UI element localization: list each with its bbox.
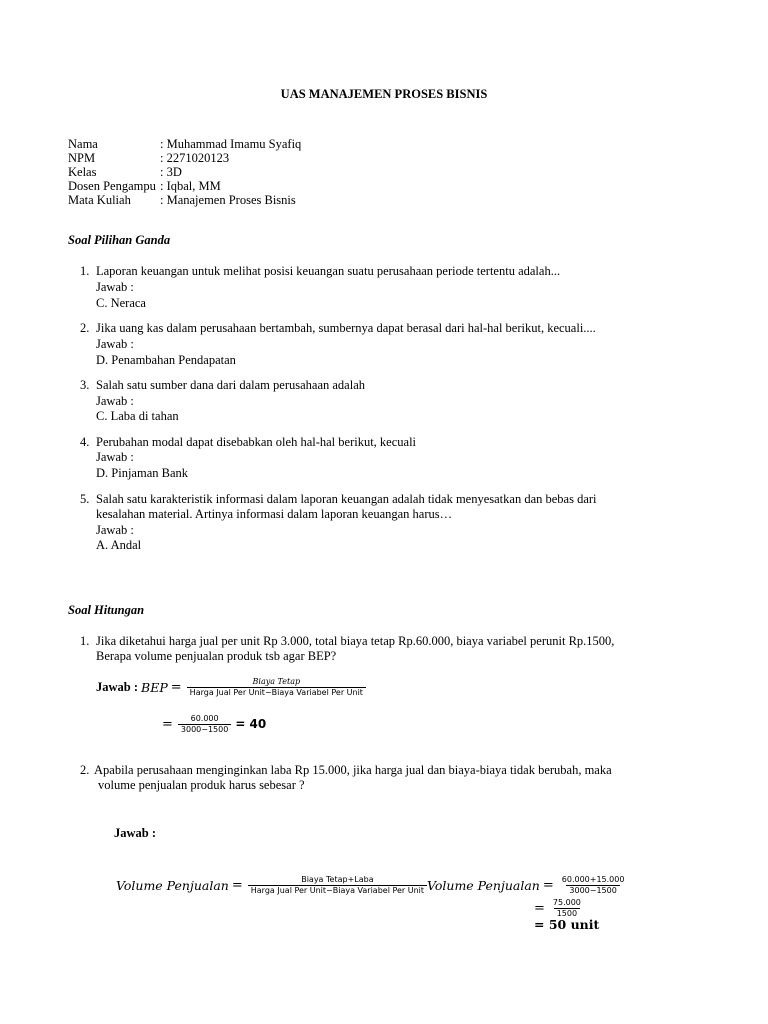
- fraction-denominator: 3000−1500: [178, 724, 231, 735]
- question-text: Perubahan modal dapat disebabkan oleh hal-hal berikut, kecuali: [96, 435, 417, 449]
- answer-label: Jawab :: [96, 523, 134, 537]
- page-title: UAS MANAJEMEN PROSES BISNIS: [280, 87, 488, 101]
- fraction-numerator: Biaya Tetap+Laba: [301, 874, 374, 884]
- answer-text: D. Penambahan Pendapatan: [96, 353, 236, 367]
- identity-value: : Muhammad Imamu Syafiq: [160, 137, 302, 151]
- question-text: Laporan keuangan untuk melihat posisi keuangan suatu perusahaan periode tertentu adalah...: [96, 264, 561, 278]
- question-number: 5.: [80, 492, 90, 506]
- equals-sign: =: [162, 716, 173, 732]
- fraction-denominator: Harga Jual Per Unit−Biaya Variabel Per Unit: [187, 687, 366, 698]
- answer-label: Jawab :: [96, 394, 134, 408]
- answer-text: C. Neraca: [96, 296, 146, 310]
- volume-calculation: [427, 872, 629, 898]
- identity-label: NPM: [68, 151, 96, 165]
- equals-sign: =: [231, 877, 243, 893]
- answer-label: Jawab :: [96, 337, 134, 351]
- identity-value: : Manajemen Proses Bisnis: [160, 193, 296, 207]
- equals-sign: =: [170, 679, 182, 695]
- question-number: 1.: [80, 634, 90, 648]
- identity-label: Nama: [68, 137, 98, 151]
- fraction-numerator: 60.000+15.000: [561, 874, 625, 884]
- answer-text: D. Pinjaman Bank: [96, 466, 189, 480]
- bep-fraction: [187, 677, 366, 698]
- mc-heading: Soal Pilihan Ganda: [68, 233, 171, 247]
- answer-text: C. Laba di tahan: [96, 409, 179, 423]
- answer-label: Jawab :: [96, 280, 134, 294]
- identity-value: : 2271020123: [160, 151, 230, 165]
- bep-calculation: [162, 711, 266, 737]
- fraction-numerator: 60.000: [190, 713, 219, 723]
- question-number: 2.: [80, 763, 90, 777]
- answer-label: Jawab :: [96, 679, 139, 694]
- bep-value-fraction: [178, 714, 231, 735]
- question-number: 2.: [80, 321, 90, 335]
- answer-label: Jawab :: [114, 826, 157, 840]
- volume-simplified-fraction: [550, 898, 584, 919]
- identity-label: Kelas: [68, 165, 97, 179]
- question-text: Jika diketahui harga jual per unit Rp 3.000, total biaya tetap Rp.60.000, biaya variabel perunit Rp.1500,: [96, 634, 615, 648]
- equals-sign: =: [542, 877, 554, 893]
- volume-symbol: Volume Penjualan: [116, 877, 229, 893]
- bep-symbol: BEP: [141, 679, 168, 695]
- fraction-denominator: 1500: [554, 908, 580, 919]
- fraction-numerator: 75.000: [552, 897, 581, 907]
- question-text: Salah satu karakteristik informasi dalam laporan keuangan adalah tidak menyesatkan dan bebas dari: [96, 492, 597, 506]
- question-text: Salah satu sumber dana dari dalam perusahaan adalah: [96, 378, 365, 392]
- question-number: 4.: [80, 435, 90, 449]
- identity-value: : 3D: [160, 165, 182, 179]
- volume-symbol: Volume Penjualan: [427, 877, 540, 893]
- bep-formula: [96, 674, 368, 700]
- fraction-numerator: Biaya Tetap: [252, 676, 301, 686]
- answer-text: A. Andal: [96, 538, 142, 552]
- question-text: Berapa volume penjualan produk tsb agar BEP?: [96, 649, 337, 663]
- volume-formula: [116, 872, 429, 898]
- answer-label: Jawab :: [96, 450, 134, 464]
- question-number: 3.: [80, 378, 90, 392]
- question-text: Jika uang kas dalam perusahaan bertambah, sumbernya dapat berasal dari hal-hal berikut, kecuali....: [96, 321, 596, 335]
- fraction-denominator: 3000−1500: [566, 885, 619, 896]
- fraction-denominator: Harga Jual Per Unit−Biaya Variabel Per Unit: [248, 885, 427, 896]
- question-text: volume penjualan produk harus sebesar ?: [98, 778, 305, 792]
- question-text: Apabila perusahaan menginginkan laba Rp 15.000, jika harga jual dan biaya-biaya tidak berubah, maka: [94, 763, 612, 777]
- volume-fraction: [248, 875, 427, 896]
- identity-label: Dosen Pengampu: [68, 179, 156, 193]
- question-number: 1.: [80, 264, 90, 278]
- volume-result: = 50 unit: [534, 917, 600, 932]
- identity-label: Mata Kuliah: [68, 193, 131, 207]
- equals-sign: =: [534, 900, 545, 916]
- question-text: kesalahan material. Artinya informasi dalam laporan keuangan harus…: [96, 507, 453, 521]
- volume-value-fraction: [559, 875, 628, 896]
- identity-value: : Iqbal, MM: [160, 179, 221, 193]
- bep-result: = 40: [235, 716, 267, 731]
- calc-heading: Soal Hitungan: [68, 603, 145, 617]
